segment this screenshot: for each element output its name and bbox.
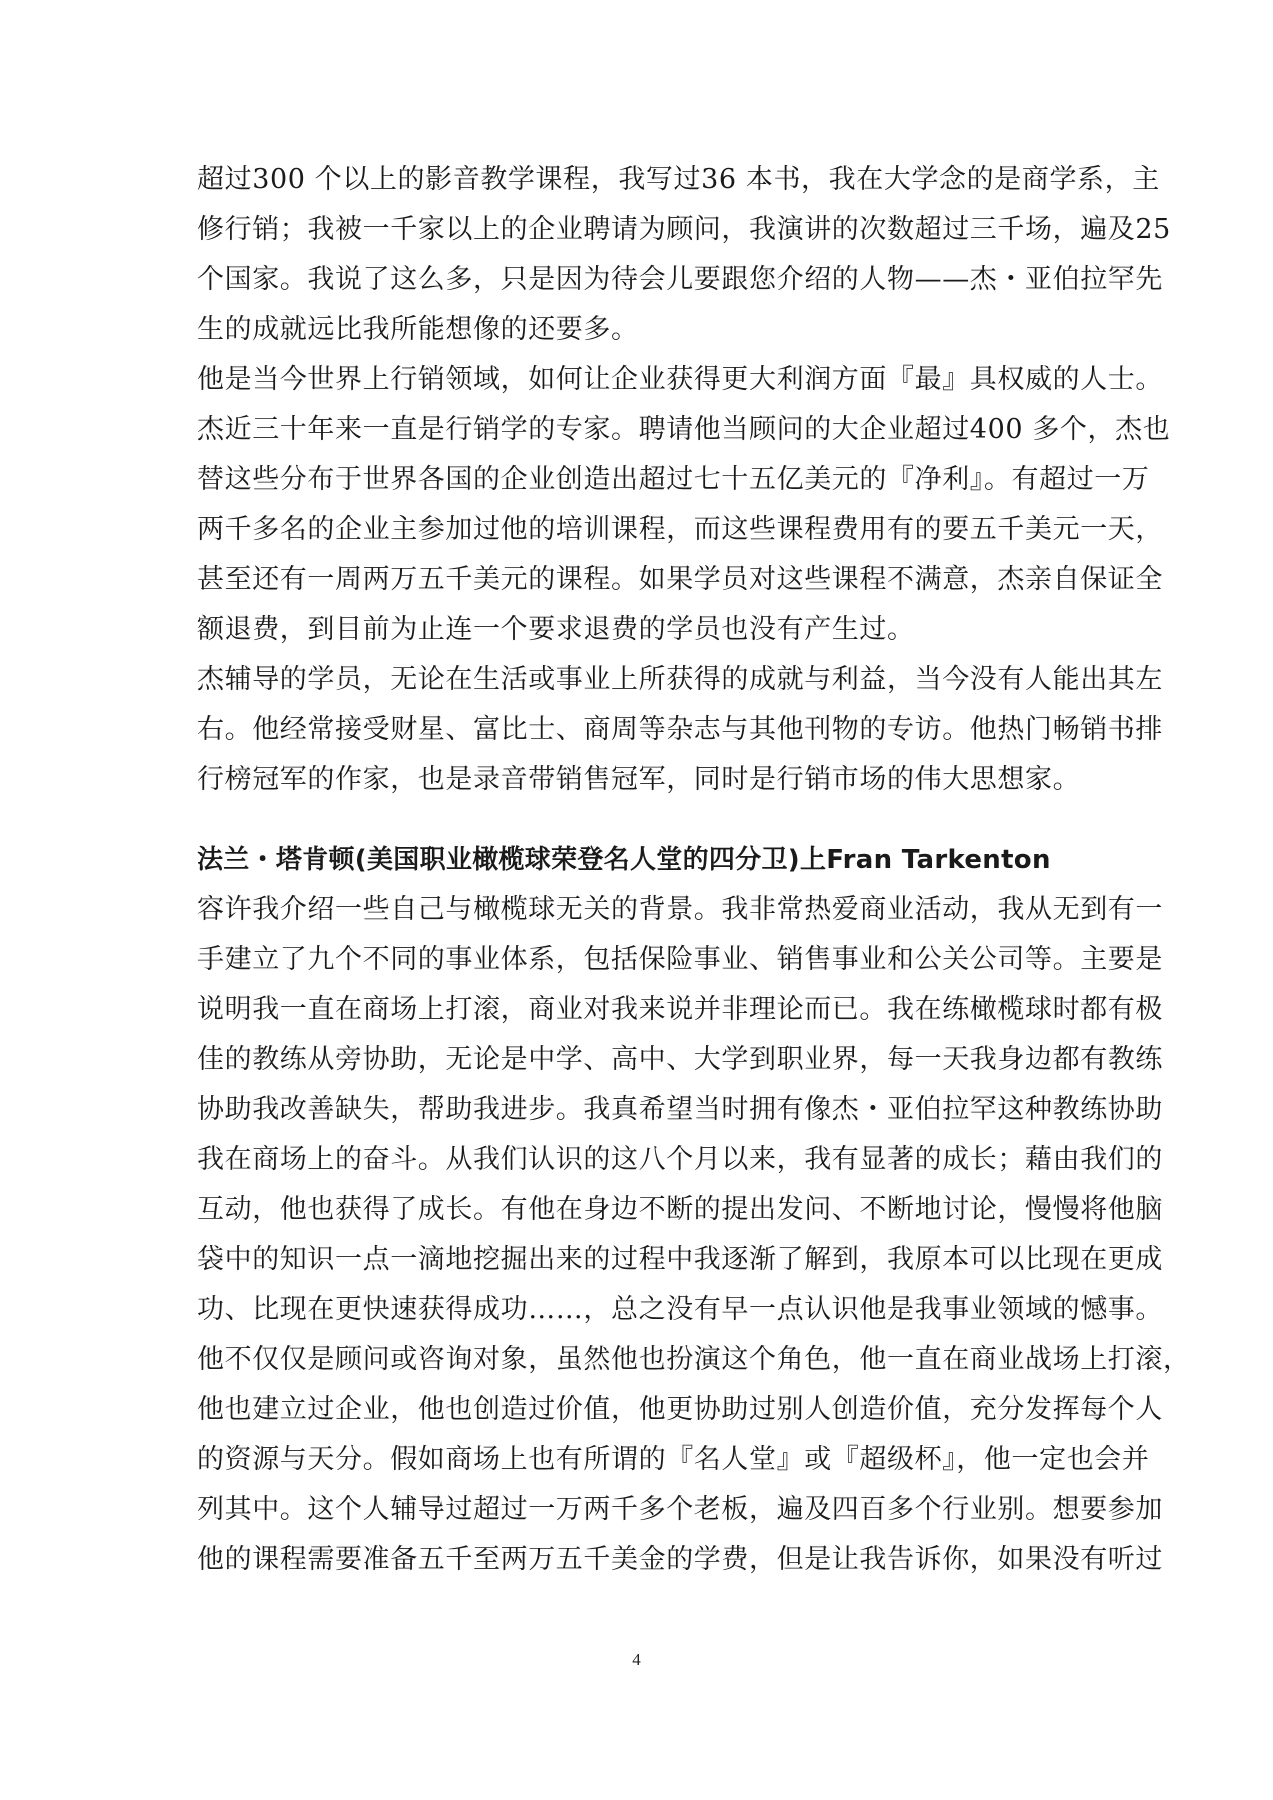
page-number: 4 — [632, 1650, 641, 1669]
text-line: 说明我一直在商场上打滚，商业对我来说并非理论而已。我在练橄榄球时都有极 — [197, 994, 1163, 1025]
text-line: 互动，他也获得了成长。有他在身边不断的提出发问、不断地讨论，慢慢将他脑 — [197, 1194, 1163, 1225]
text-line: 容许我介绍一些自己与橄榄球无关的背景。我非常热爱商业活动，我从无到有一 — [197, 894, 1163, 925]
text-line: 我在商场上的奋斗。从我们认识的这八个月以来，我有显著的成长；藉由我们的 — [197, 1144, 1163, 1175]
text-line: 额退费，到目前为止连一个要求退费的学员也没有产生过。 — [197, 614, 915, 645]
text-line: 他不仅仅是顾问或咨询对象，虽然他也扮演这个角色，他一直在商业战场上打滚， — [197, 1344, 1191, 1375]
text-line: 手建立了九个不同的事业体系，包括保险事业、销售事业和公关公司等。主要是 — [197, 944, 1163, 975]
text-line: 超过300 个以上的影音教学课程，我写过36 本书，我在大学念的是商学系，主 — [197, 164, 1160, 195]
text-line: 替这些分布于世界各国的企业创造出超过七十五亿美元的『净利』。有超过一万 — [197, 464, 1150, 495]
text-line: 右。他经常接受财星、富比士、商周等杂志与其他刊物的专访。他热门畅销书排 — [197, 714, 1163, 745]
text-line: 他也建立过企业，他也创造过价值，他更协助过别人创造价值，充分发挥每个人 — [197, 1394, 1163, 1425]
text-line: 功、比现在更快速获得成功……，总之没有早一点认识他是我事业领域的憾事。 — [197, 1294, 1163, 1325]
text-line: 个国家。我说了这么多，只是因为待会儿要跟您介绍的人物——杰・亚伯拉罕先 — [197, 264, 1163, 295]
text-line: 杰近三十年来一直是行销学的专家。聘请他当顾问的大企业超过400 多个，杰也 — [197, 414, 1171, 445]
text-line: 修行销；我被一千家以上的企业聘请为顾问，我演讲的次数超过三千场，遍及25 — [197, 214, 1171, 245]
text-line: 两千多名的企业主参加过他的培训课程，而这些课程费用有的要五千美元一天， — [197, 514, 1163, 545]
text-line: 他的课程需要准备五千至两万五千美金的学费，但是让我告诉你，如果没有听过 — [197, 1544, 1163, 1575]
text-line: 列其中。这个人辅导过超过一万两千多个老板，遍及四百多个行业别。想要参加 — [197, 1494, 1163, 1525]
text-block-intro — [197, 155, 1171, 805]
text-line: 佳的教练从旁协助，无论是中学、高中、大学到职业界，每一天我身边都有教练 — [197, 1044, 1163, 1075]
text-line: 行榜冠军的作家，也是录音带销售冠军，同时是行销市场的伟大思想家。 — [197, 764, 1081, 795]
text-line: 杰辅导的学员，无论在生活或事业上所获得的成就与利益，当今没有人能出其左 — [197, 664, 1163, 695]
text-line: 协助我改善缺失，帮助我进步。我真希望当时拥有像杰・亚伯拉罕这种教练协助 — [197, 1094, 1163, 1125]
text-line: 甚至还有一周两万五千美元的课程。如果学员对这些课程不满意，杰亲自保证全 — [197, 564, 1163, 595]
text-block-testimonial — [197, 835, 1191, 1585]
text-line: 生的成就远比我所能想像的还要多。 — [197, 314, 639, 345]
text-line: 袋中的知识一点一滴地挖掘出来的过程中我逐渐了解到，我原本可以比现在更成 — [197, 1244, 1163, 1275]
text-line: 的资源与天分。假如商场上也有所谓的『名人堂』或『超级杯』，他一定也会并 — [197, 1444, 1150, 1475]
section-heading: 法兰・塔肯顿(美国职业橄榄球荣登名人堂的四分卫)上Fran Tarkenton — [197, 845, 1051, 875]
text-line: 他是当今世界上行销领域，如何让企业获得更大利润方面『最』具权威的人士。 — [197, 364, 1163, 395]
